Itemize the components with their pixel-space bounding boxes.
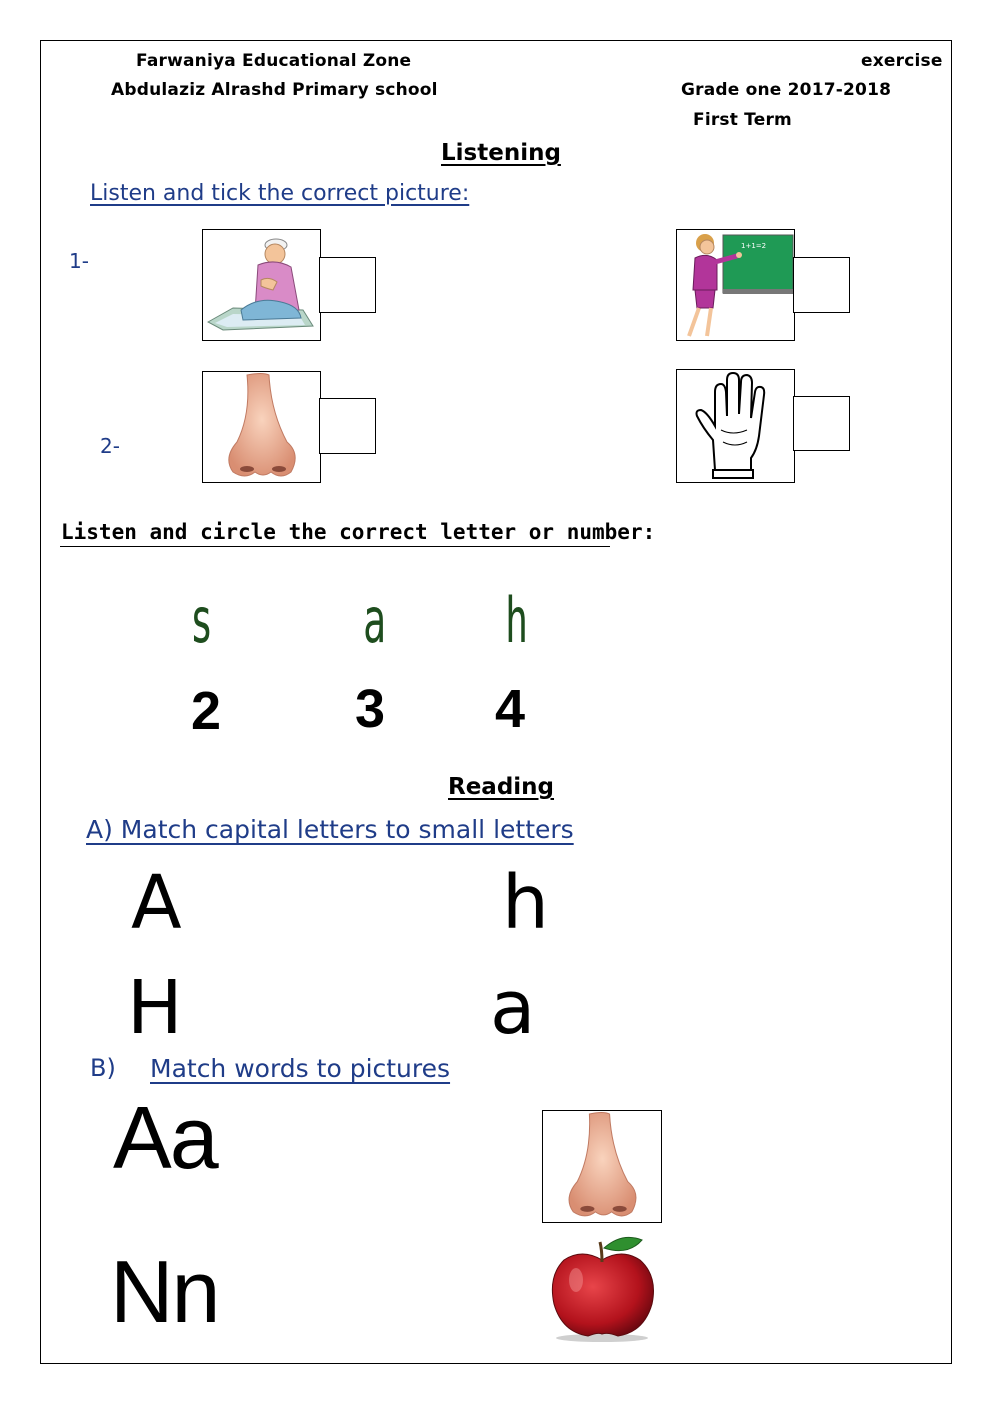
teacher-icon [677,230,794,340]
hand-icon [677,370,794,482]
choice-letter-a[interactable]: a [363,584,387,657]
hand-picture[interactable] [676,369,795,483]
exercise-label: exercise [861,51,943,71]
capital-letter-a[interactable]: A [131,860,182,946]
choice-number-3[interactable]: 3 [355,679,386,739]
part-b-label: B) [90,1054,116,1082]
letter-pair-aa[interactable]: Aa [113,1088,217,1187]
small-letter-h[interactable]: h [502,860,549,946]
match-nose-picture[interactable] [542,1110,662,1223]
choice-number-2[interactable]: 2 [191,681,222,741]
school-name: Abdulaziz Alrashd Primary school [111,80,438,100]
teacher-picture[interactable] [676,229,795,341]
part-a-instruction: A) Match capital letters to small letters [86,815,574,844]
tick-instruction: Listen and tick the correct picture: [90,181,470,206]
tick-box-1-right[interactable] [793,257,850,313]
tick-box-2-left[interactable] [319,398,376,454]
circle-instruction-underline [60,546,610,547]
small-letter-a[interactable]: a [490,965,536,1051]
item-number-1: 1- [69,249,89,273]
boy-praying-icon [203,230,320,340]
term-label: First Term [693,110,792,130]
choice-letter-s[interactable]: s [190,584,214,657]
letter-pair-nn[interactable]: Nn [110,1242,219,1341]
reading-title: Reading [448,774,555,800]
apple-icon [542,1234,662,1342]
listening-title: Listening [441,140,561,166]
nose-icon [543,1111,661,1222]
grade-label: Grade one 2017-2018 [681,80,892,100]
match-apple-picture[interactable] [542,1234,662,1342]
part-b-instruction: Match words to pictures [150,1054,451,1083]
svg-text:1+1=2: 1+1=2 [741,242,767,250]
zone-name: Farwaniya Educational Zone [136,51,412,71]
circle-instruction: Listen and circle the correct letter or number: [61,520,656,544]
boy-praying-picture[interactable] [202,229,321,341]
item-number-2: 2- [100,434,120,458]
capital-letter-h[interactable]: H [127,965,183,1051]
choice-letter-h[interactable]: h [505,584,529,657]
tick-box-1-left[interactable] [319,257,376,313]
nose-icon [203,372,320,482]
tick-box-2-right[interactable] [793,396,850,451]
choice-number-4[interactable]: 4 [495,679,526,739]
nose-picture[interactable] [202,371,321,483]
